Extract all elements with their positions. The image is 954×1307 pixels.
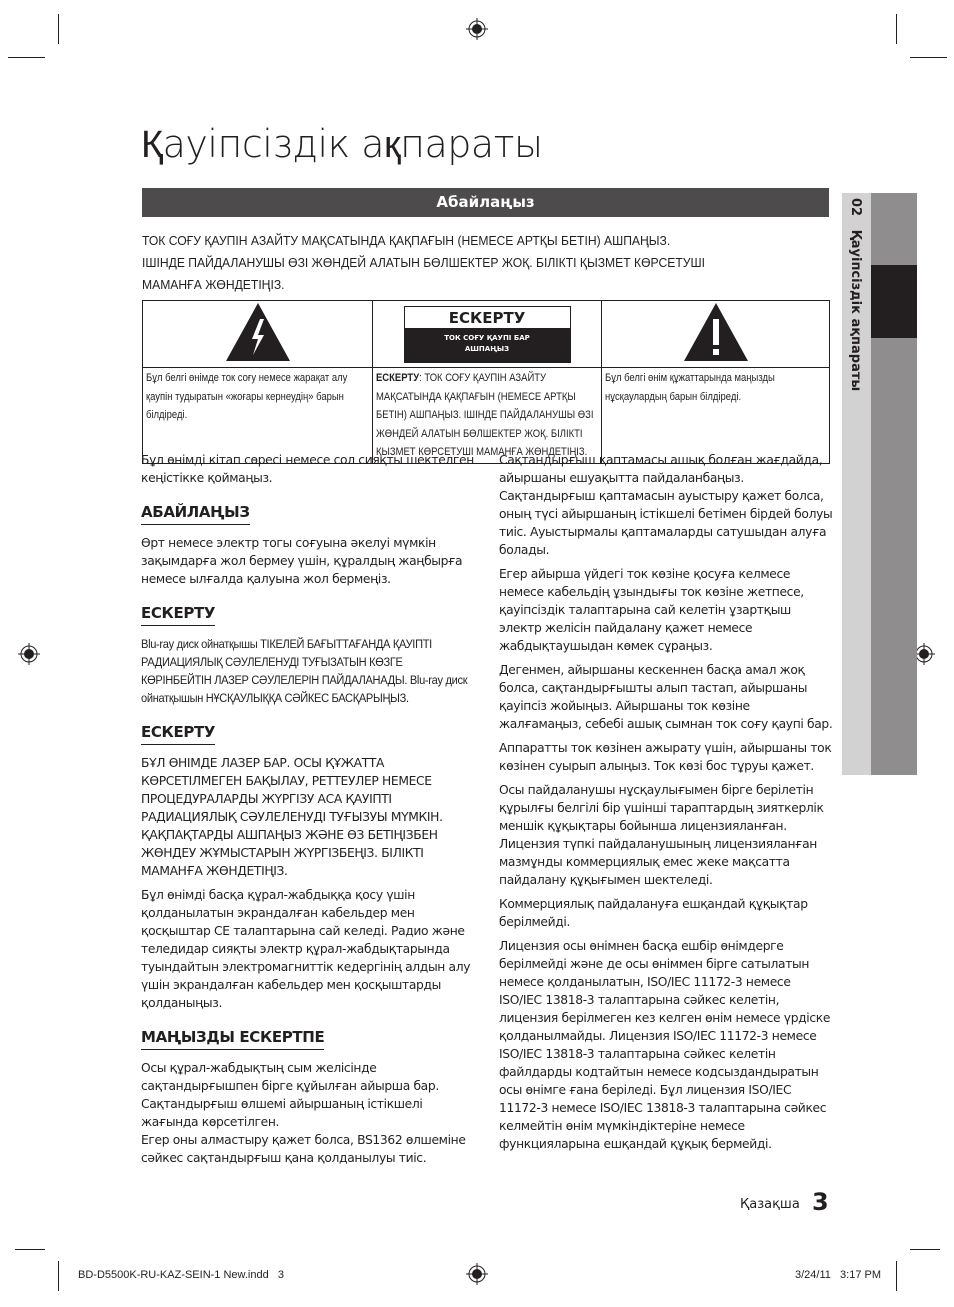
paragraph: Аппаратты ток көзінен ажырату үшін, айыршаны ток көзінен суырып алыңыз. Ток көзі бос тұруы қажет.: [499, 741, 832, 773]
safety-symbols-table: [142, 300, 830, 464]
crop-mark: [8, 57, 45, 58]
chapter-tab-label: [848, 198, 863, 391]
paragraph: Blu-ray диск ойнатқышы ТІКЕЛЕЙ БАҒЫТТАҒАНДА ҚАУІПТІ РАДИАЦИЯЛЫҚ СӘУЛЕЛЕНУДІ ТУҒЫЗАТЫН КӨЗГЕ КӨРІНБЕЙТІН ЛАЗЕР СӘУЛЕЛЕРІН ПАЙДАЛАНАДЫ. Blu-ray диск ойнатқышын НҰСҚАУЛЫҚҚА СӘЙКЕС БАСҚАРЫҢЫЗ.: [141, 637, 468, 705]
caution-bold-label: ЕСКЕРТУ: [376, 372, 420, 384]
paragraph: Сақтандырғыш қаптамасы ашық болған жағдайда, айыршаны ешуақытта пайдаланбаңыз. Сақтандырғыш қаптамасын ауыстыру қажет болса, оның түсі айыршаның істікшелі бетімен бірдей болуы тиіс. Ауыстырмалы қаптамаларды сатушыдан алуға болады.: [499, 453, 833, 557]
section-heading: ЕСКЕРТУ: [141, 723, 215, 745]
section-heading: МАҢЫЗДЫ ЕСКЕРТПЕ: [141, 1028, 324, 1050]
intro-line: МАМАНҒА ЖӨНДЕТІҢІЗ.: [142, 277, 285, 292]
caution-label-title: ЕСКЕРТУ: [448, 308, 526, 327]
symbol-cell: [602, 301, 830, 368]
paragraph: БҰЛ ӨНІМДЕ ЛАЗЕР БАР. ОСЫ ҚҰЖАТТА КӨРСЕТІЛМЕГЕН БАҚЫЛАУ, РЕТТЕУЛЕР НЕМЕСЕ ПРОЦЕДУРАЛАРДЫ ЖҮРГІЗУ АСА ҚАУІПТІ РАДИАЦИЯЛЫҚ СӘУЛЕЛЕНУДІ ТУҒЫЗУЫ МҮМКІН. ҚАҚПАҚТАРДЫ АШПАҢЫЗ ЖӘНЕ ӨЗ БЕТІҢІЗБЕН ЖӨНДЕУ ЖҰМЫСТАРЫН ЖҮРГІЗБЕҢІЗ. БІЛІКТІ МАМАНҒА ЖӨНДЕТІҢІЗ.: [141, 756, 443, 878]
caution-label: [404, 306, 571, 363]
crop-mark: [896, 14, 897, 44]
caution-label-line: ТОК СОҒУ ҚАУПІ БАР: [444, 333, 530, 342]
intro-line: ІШІНДЕ ПАЙДАЛАНУШЫ ӨЗІ ЖӨНДЕЙ АЛАТЫН БӨЛШЕКТЕР ЖОҚ. БІЛІКТІ ҚЫЗМЕТ КӨРСЕТУШІ: [142, 255, 705, 270]
crop-mark: [58, 14, 59, 44]
right-column: [499, 451, 834, 1159]
crop-mark: [910, 1249, 940, 1250]
paragraph: Өрт немесе электр тогы соғуына әкелуі мүмкін зақымдарға жол бермеу үшін, құралдың жаңбырға немесе ылғалда қалуына жол бермеңіз.: [141, 536, 463, 586]
left-column: [141, 451, 475, 1173]
paragraph: Коммерциялық пайдалануға ешқандай құқықтар берілмейді.: [499, 897, 808, 929]
registration-mark-icon: [18, 643, 40, 665]
section-heading: АБАЙЛАҢЫЗ: [141, 503, 250, 525]
caution-label-line: АШПАҢЫЗ: [464, 344, 510, 353]
footer-language: Қазақша: [740, 1197, 800, 1212]
slug-filename: BD-D5500K-RU-KAZ-SEIN-1 New.indd 3: [78, 1269, 285, 1281]
paragraph: Егер айырша үйдегі ток көзіне қосуға келмесе немесе кабельдің ұзындығы ток көзіне жетпесе, қауіпсіздік талаптарына сай келетін ұзартқыш электр желісін пайдалану қажет немесе жабдықтаушыдан көмек сұраңыз.: [499, 567, 804, 653]
slug-datetime: 3/24/11 3:17 PM: [795, 1269, 882, 1281]
crop-mark: [58, 1261, 59, 1291]
registration-mark-icon: [466, 1263, 488, 1285]
paragraph: Дегенмен, айыршаны кескеннен басқа амал жоқ болса, сақтандырғышты алып тастап, айыршаны қауіпсіз жойыңыз. Айыршаны ток көзіне жалғамаңыз, себебі ашық сымнан ток соғу қаупі бар.: [499, 663, 833, 731]
section-banner: Абайлаңыз: [142, 188, 829, 217]
symbol-cell: [373, 301, 602, 368]
exclamation-warning-icon: [682, 301, 750, 363]
description-text: Бұл белгі өнімде ток соғу немесе жарақат алу қаупін тудыратын «жоғары кернеудің» барын білдіреді.: [146, 372, 348, 421]
chapter-number: 02: [848, 198, 863, 217]
symbol-description: [373, 368, 602, 464]
crop-mark: [910, 57, 947, 58]
paragraph: Осы құрал-жабдықтың сым желісінде сақтандырғышпен бірге құйылған айырша бар. Сақтандырғыш өлшемі айыршаның істікшелі жағында көрсетілген.: [141, 1061, 439, 1129]
paragraph: Лицензия осы өнімнен басқа ешбір өнімдерге берілмейді және де осы өніммен бірге сатылатын немесе қолданылатын, ISO/IEC 11172-3 немесе ISO/IEC 13818-3 талаптарына сәйкес келетін, лицензия берілмеген кез келген өнім немесе үрдіске қолданылмайды. Лицензия ISO/IEC 11172-3 немесе ISO/IEC 13818-3 талаптарына сәйкес келетін файлдарды кодтайтын немесе кодсыздандыратын осы өнімге ғана беріледі. Бұл лицензия ISO/IEC 11172-3 немесе ISO/IEC 13818-3 талаптарына сәйкес келмейтін өнім мүмкіндіктеріне немесе функцияларына ешқандай құқық бермейді.: [499, 939, 831, 1151]
paragraph: Бұл өнімді кітап сөресі немесе сол сияқты шектелген кеңістікке қоймаңыз.: [141, 453, 474, 485]
description-text: Бұл белгі өнім құжаттарында маңызды нұсқаулардың барын білдіреді.: [605, 372, 775, 403]
symbol-description: [143, 368, 373, 464]
page-title: Қауіпсіздік ақпараты: [141, 122, 543, 166]
paragraph: Осы пайдаланушы нұсқаулығымен бірге берілетін құрылғы белгілі бір үшінші тараптардың зияткерлік меншік құқықтары бойынша лицензияланған. Лицензия түпкі пайдаланушының лицензияланған мазмұнды коммерциялық емес жеке мақсатта пайдалану құқығымен шектеледі.: [499, 783, 824, 887]
description-text: [376, 369, 597, 462]
lightning-warning-icon: [224, 301, 292, 363]
intro-warning: [142, 230, 777, 296]
chapter-title: Қауіпсіздік ақпараты: [848, 229, 863, 392]
intro-line: ТОК СОҒУ ҚАУПІН АЗАЙТУ МАҚСАТЫНДА ҚАҚПАҒЫН (НЕМЕСЕ АРТҚЫ БЕТІН) АШПАҢЫЗ.: [142, 233, 671, 248]
registration-mark-icon: [466, 18, 488, 40]
caution-label-body: [405, 328, 570, 362]
page-number: 3: [812, 1188, 829, 1216]
chapter-tab-marker: [871, 265, 917, 338]
symbol-cell: [143, 301, 373, 368]
paragraph: Бұл өнімді басқа құрал-жабдыққа қосу үшін қолданылатын экрандалған кабельдер мен қосқыштар CE талаптарына сай келеді. Радио және теледидар сияқты электр құрал-жабдықтарында туындайтын электромагниттік кедергінің алдын алу үшін экрандалған кабельдер мен қосқыштарды қолданыңыз.: [141, 888, 471, 1010]
paragraph: Егер оны алмастыру қажет болса, BS1362 өлшеміне сәйкес сақтандырғыш қана қолданылуы тиіс.: [141, 1133, 466, 1165]
crop-mark: [15, 1249, 45, 1250]
symbol-description: [602, 368, 830, 464]
section-heading: ЕСКЕРТУ: [141, 604, 215, 626]
caution-text: : ТОК СОҒУ ҚАУПІН АЗАЙТУ МАҚСАТЫНДА ҚАҚПАҒЫН (НЕМЕСЕ АРТҚЫ БЕТІН) АШПАҢЫЗ. ІШІНДЕ ПАЙДАЛАНУШЫ ӨЗІ ЖӨНДЕЙ АЛАТЫН БӨЛШЕКТЕР ЖОҚ. БІЛІКТІ ҚЫЗМЕТ КӨРСЕТУШІ МАМАНҒА ЖӨНДЕТІҢІЗ.: [376, 372, 594, 458]
crop-mark: [896, 1261, 897, 1291]
